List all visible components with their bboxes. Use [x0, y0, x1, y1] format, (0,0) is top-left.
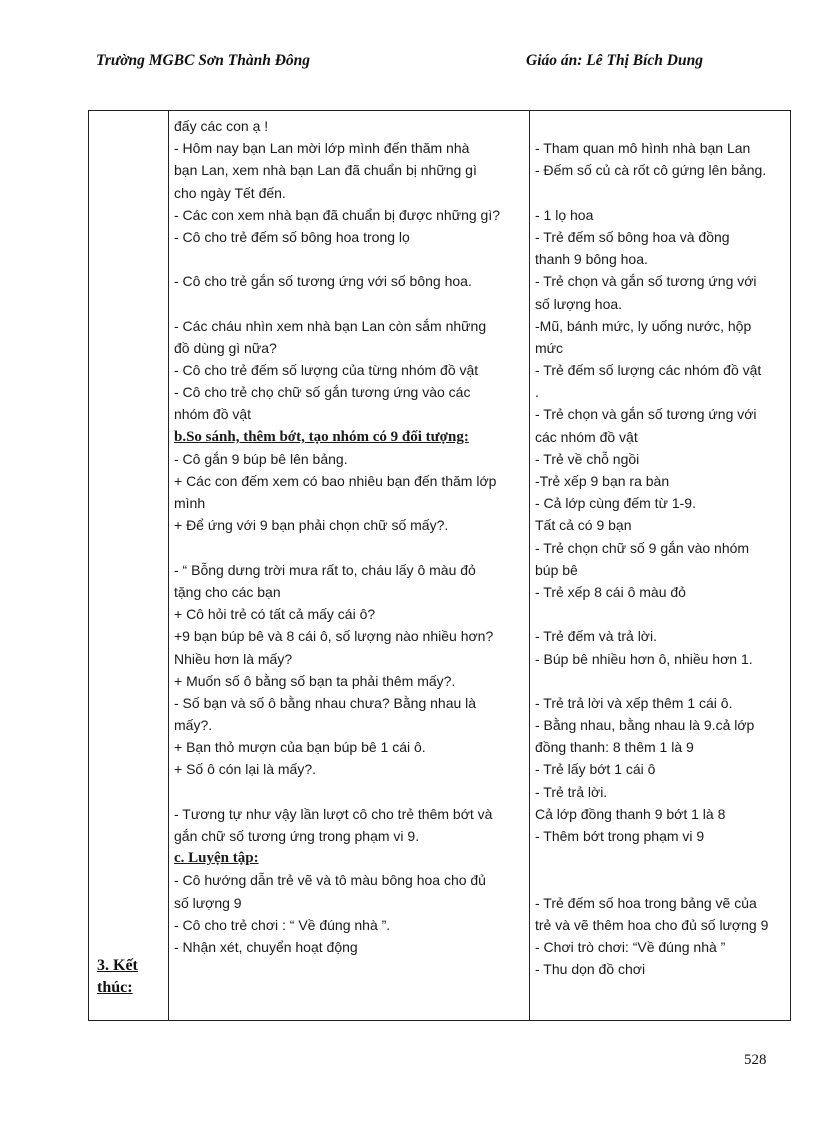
- text-line: - Cô cho trẻ gắn số tương ứng với số bông hoa.: [174, 273, 472, 290]
- text-line: - Cả lớp cùng đếm từ 1-9.: [535, 495, 696, 512]
- text-line: - Trẻ chọn chữ số 9 gắn vào nhóm: [535, 539, 750, 556]
- text-line: [535, 869, 787, 891]
- text-line: đấy các con ạ !: [174, 118, 269, 134]
- text-line: + Số ô cón lại là mấy?.: [174, 761, 317, 778]
- text-line: đồng thanh: 8 thêm 1 là 9: [535, 739, 694, 756]
- text-line: + Cô hỏi trẻ có tất cả mấy cái ô?: [174, 606, 376, 623]
- text-line: - Số bạn và số ô bằng nhau chưa? Bằng nhau là: [174, 694, 477, 711]
- text-line: trẻ và vẽ thêm hoa cho đủ số lượng 9: [535, 916, 769, 933]
- text-line: số lượng 9: [174, 894, 242, 911]
- text-line: [535, 847, 787, 869]
- text-line: - Cô cho trẻ đếm số lượng của từng nhóm đồ vật: [174, 362, 479, 379]
- text-line: - Các con xem nhà bạn đã chuẩn bị được những gì?: [174, 206, 501, 223]
- text-line: - Nhận xét, chuyển hoạt động: [174, 938, 358, 955]
- text-line: - Cô cho trẻ đếm số bông hoa trong lọ: [174, 228, 410, 245]
- text-line: [174, 293, 524, 315]
- text-line: - Trẻ đếm số bông hoa và đồng: [535, 228, 730, 245]
- page-header: [0, 52, 816, 76]
- text-line: [535, 115, 787, 137]
- text-line: - Thêm bớt trong phạm vi 9: [535, 828, 705, 844]
- column-divider: [168, 111, 169, 1020]
- teacher-activities: [174, 115, 524, 958]
- text-line: - Đếm số củ cà rốt cô gứng lên bảng.: [535, 162, 767, 179]
- text-line: - Trẻ chọn và gắn số tương ứng với: [535, 273, 757, 290]
- text-line: + Để ứng với 9 bạn phải chọn chữ số mấy?.: [174, 517, 449, 534]
- text-line: - Tương tự như vậy lần lượt cô cho trẻ thêm bớt và: [174, 805, 493, 822]
- text-line: - Trẻ đếm và trả lời.: [535, 628, 657, 645]
- text-line: bạn Lan, xem nhà bạn Lan đã chuẩn bị những gì: [174, 162, 477, 179]
- text-line: [174, 248, 524, 270]
- text-line: gắn chữ số tương ứng trong phạm vi 9.: [174, 828, 420, 844]
- text-line: - Trẻ về chỗ ngồi: [535, 450, 640, 467]
- text-line: + Bạn thỏ mượn của bạn búp bê 1 cái ô.: [174, 739, 426, 756]
- text-line: [174, 781, 524, 803]
- section-title-line: thúc:: [97, 979, 133, 996]
- text-line: mức: [535, 339, 564, 356]
- text-line: - Cô gắn 9 búp bê lên bảng.: [174, 450, 348, 467]
- school-name: Trường MGBC Sơn Thành Đông: [96, 52, 311, 69]
- text-line: - Cô cho trẻ chơi : “ Về đúng nhà ”.: [174, 916, 391, 933]
- text-line: - Chơi trò chơi: “Về đúng nhà ”: [535, 938, 726, 955]
- section-title-line: 3. Kết: [97, 957, 138, 974]
- text-line: Nhiều hơn là mấy?: [174, 650, 293, 667]
- text-line: - Trẻ chọn và gắn số tương ứng với: [535, 406, 757, 423]
- text-line: - Trẻ trả lời.: [535, 783, 608, 800]
- text-line: - Cô cho trẻ chọ chữ số gắn tương ứng vào các: [174, 384, 471, 401]
- teacher-name: Giáo án: Lê Thị Bích Dung: [526, 52, 703, 69]
- text-line: - Trẻ lấy bớt 1 cái ô: [535, 761, 656, 778]
- text-line: - Trẻ đếm số lượng các nhóm đồ vật: [535, 362, 762, 379]
- text-line: tặng cho các bạn: [174, 583, 281, 600]
- text-line: -Mũ, bánh mức, ly uống nước, hộp: [535, 317, 752, 334]
- text-line: - Bằng nhau, bằng nhau là 9.cả lớp: [535, 717, 755, 734]
- section-title: [97, 955, 138, 999]
- text-line: [535, 670, 787, 692]
- text-line: cho ngày Tết đến.: [174, 184, 286, 201]
- text-line: nhóm đồ vật: [174, 406, 252, 423]
- text-line: +9 bạn búp bê và 8 cái ô, số lượng nào nhiều hơn?: [174, 628, 494, 645]
- text-line: [174, 537, 524, 559]
- text-line: [535, 182, 787, 204]
- text-line: + Các con đếm xem có bao nhiêu bạn đến thăm lớp: [174, 473, 497, 489]
- text-line: - Búp bê nhiều hơn ô, nhiều hơn 1.: [535, 650, 753, 667]
- text-line: - Tham quan mô hình nhà bạn Lan: [535, 140, 751, 157]
- text-line: [535, 603, 787, 625]
- text-line: - Trẻ đếm số hoa trong bảng vẽ của: [535, 894, 757, 911]
- student-activities: [535, 115, 787, 980]
- column-divider: [529, 111, 530, 1020]
- text-line: Tất cả có 9 bạn: [535, 517, 632, 534]
- text-line: - Các cháu nhìn xem nhà bạn Lan còn sắm những: [174, 317, 487, 334]
- text-line: c. Luyện tập:: [174, 850, 259, 867]
- text-line: - 1 lọ hoa: [535, 206, 594, 223]
- text-line: thanh 9 bông hoa.: [535, 251, 648, 268]
- text-line: mình: [174, 495, 206, 512]
- text-line: -Trẻ xếp 9 bạn ra bàn: [535, 473, 670, 489]
- text-line: b.So sánh, thêm bớt, tạo nhóm có 9 đối tượng:: [174, 428, 469, 445]
- text-line: mấy?.: [174, 717, 213, 734]
- text-line: - Trẻ trả lời và xếp thêm 1 cái ô.: [535, 694, 733, 711]
- page-number: 528: [744, 1052, 767, 1068]
- text-line: búp bê: [535, 561, 578, 578]
- text-line: - Trẻ xếp 8 cái ô màu đỏ: [535, 583, 686, 600]
- text-line: các nhóm đồ vật: [535, 428, 638, 445]
- text-line: - Cô hướng dẫn trẻ vẽ và tô màu bông hoa cho đủ: [174, 872, 486, 889]
- text-line: + Muốn số ô bằng số bạn ta phải thêm mấy?.: [174, 672, 456, 689]
- text-line: Cả lớp đồng thanh 9 bớt 1 là 8: [535, 805, 726, 822]
- text-line: .: [535, 384, 539, 401]
- text-line: - Hôm nay bạn Lan mời lớp mình đến thăm nhà: [174, 140, 470, 157]
- text-line: - “ Bỗng dưng trời mưa rất to, cháu lấy ô màu đỏ: [174, 561, 476, 578]
- lesson-table: [88, 110, 791, 1021]
- text-line: đồ dùng gì nữa?: [174, 339, 277, 356]
- text-line: - Thu dọn đồ chơi: [535, 961, 646, 978]
- text-line: số lượng hoa.: [535, 295, 623, 312]
